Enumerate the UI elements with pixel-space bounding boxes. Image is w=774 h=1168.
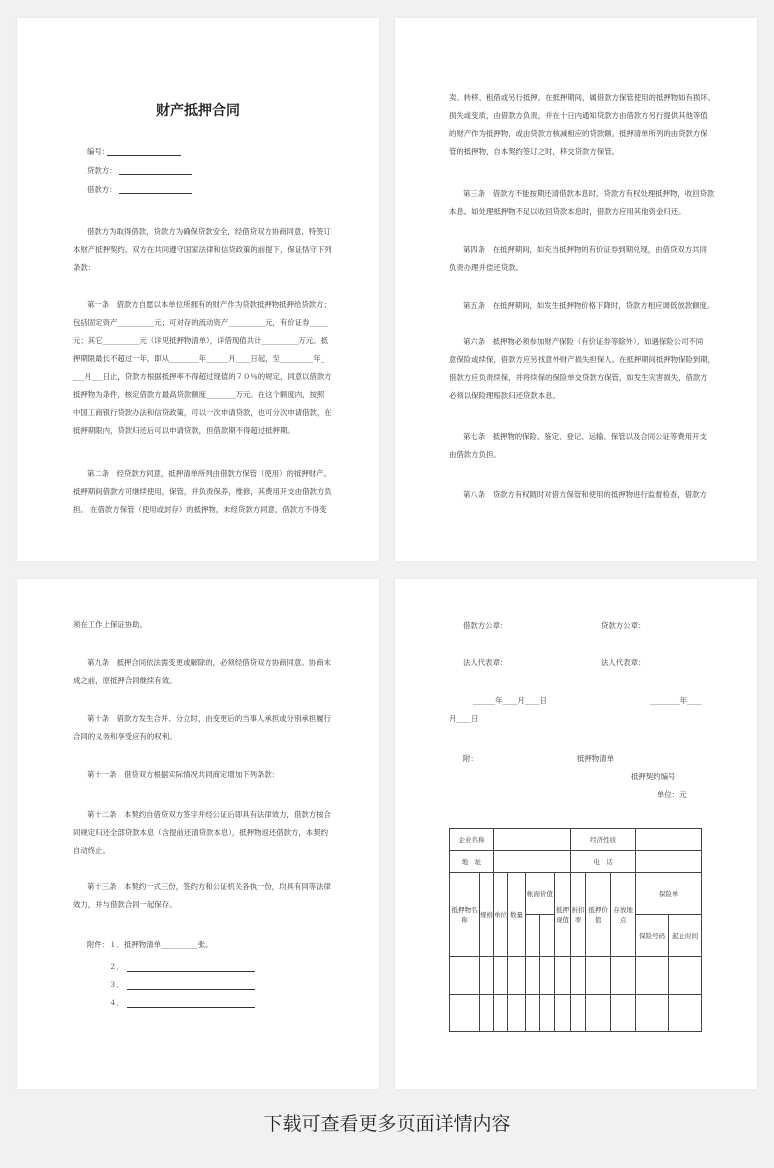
table-cell	[526, 995, 540, 1032]
article-10-line: 第十条 借款方发生合并、分立时，由变更后的当事人承担或分别承担履行	[87, 714, 331, 723]
attachment-item-number: ４．	[109, 998, 124, 1007]
fill-line	[107, 155, 181, 156]
text-line: 须在工作上保证协助。	[73, 620, 147, 629]
table-header-cell: 单位	[494, 873, 508, 957]
article-8-line: 第八条 贷款方有权随时对借方保管和使用的抵押物进行监督检查，借款方	[463, 490, 707, 499]
table-cell	[571, 957, 586, 995]
article-5-line: 第五条 在抵押期间，如发生抵押物价格下降时，贷款方相应调低放款额度。	[463, 301, 715, 310]
contract-number-label: 抵押契约编号	[631, 772, 676, 781]
table-header-cell: 经济性质	[571, 829, 636, 851]
table-cell	[508, 995, 526, 1032]
table-header-cell: 存放地点	[611, 873, 636, 957]
document-page-2	[395, 18, 757, 561]
article-7-line: 第七条 抵押物的保险、鉴定、登记、运输、保管以及合同公证等费用开支	[463, 432, 707, 441]
table-cell	[636, 829, 702, 851]
table-header-cell: 起止时间	[669, 915, 702, 957]
borrower-rep-label: 法人代表章：	[463, 658, 508, 667]
table-cell	[636, 995, 669, 1032]
borrower-seal-label: 借款方公章：	[463, 621, 508, 630]
text-line: 的财产作为抵押物，或由贷款方核减相应的贷款额。抵押清单所列的由贷款方保	[449, 129, 708, 138]
table-header-cell: 地 址	[450, 851, 494, 873]
article-6-line: 必须以保险理赔款归还贷款本息。	[449, 391, 560, 400]
attachment-line: 附件：１．抵押物清单__________张。	[87, 940, 213, 949]
article-3-line: 第三条 借款方不能按期还清借款本息时，贷款方有权处理抵押物，收回贷款	[463, 189, 715, 198]
intro-line: 借款方为取得借款，贷款方为确保贷款安全，经借贷双方协商同意，特签订	[87, 227, 331, 236]
intro-line: 本财产抵押契约。双方在共同遵守国家法律和信贷政策的前提下，保证恪守下列	[73, 245, 332, 254]
date-line: 月____日	[449, 714, 479, 723]
article-4-line: 负责办理并偿还贷款。	[449, 263, 523, 272]
lender-rep-label: 法人代表章：	[601, 658, 646, 667]
text-line: 管的抵押物，自本契约签订之时，移交贷款方保管。	[449, 147, 619, 156]
table-cell	[480, 995, 494, 1032]
intro-line: 条款：	[73, 263, 96, 272]
table-cell	[540, 957, 555, 995]
table-cell	[494, 995, 508, 1032]
lender-label: 贷款方：	[87, 166, 117, 175]
article-3-line: 本息。如处理抵押物不足以收回贷款本息时，借款方应用其他资金归还。	[449, 207, 686, 216]
table-cell	[480, 957, 494, 995]
article-1-line: 包括固定资产__________元；可对存的流动资产__________元，有价证券_____	[73, 318, 328, 327]
article-1-line: 抵押期限内，贷款归还后可以申请贷款，但借款期不得超过抵押期。	[73, 426, 295, 435]
table-cell	[526, 957, 540, 995]
article-1-line: 抵押物为条件，核定借款方最高贷款额度________万元。在这个额度内，按照	[73, 390, 325, 399]
table-cell	[571, 995, 586, 1032]
table-cell	[555, 995, 571, 1032]
fill-line	[119, 193, 192, 194]
table-header-cell: 抵押价值	[586, 873, 611, 957]
table-cell	[636, 851, 702, 873]
article-12-line: 自动终止。	[73, 846, 110, 855]
unit-label: 单位：元	[657, 790, 687, 799]
list-title: 抵押物清单	[577, 754, 614, 763]
article-6-line: 第六条 抵押物必须参加财产保险（有价证券等除外）。如遇保险公司不同	[463, 337, 704, 346]
text-line: 卖、转移、租借或另行抵押。在抵押期间，属借款方保管使用的抵押物如有损坏、	[449, 93, 716, 102]
table-cell	[450, 995, 480, 1032]
download-more-caption: 下载可查看更多页面详情内容	[263, 1113, 511, 1135]
document-page-4	[395, 579, 757, 1089]
table-cell	[611, 957, 636, 995]
table-header-cell: 规格	[480, 873, 494, 957]
table-cell	[669, 957, 702, 995]
date-line: ______年____月____日	[473, 696, 547, 705]
text-line: 损失或变质，由借款方负责，并在十日内通知贷款方由借款方另行提供其他等值	[449, 111, 708, 120]
table-cell	[586, 995, 611, 1032]
article-4-line: 第四条 在抵押期间，如充当抵押物的有价证券到期兑现，由借贷双方共同	[463, 245, 707, 254]
pledge-inventory-table	[449, 828, 702, 1032]
attachment-label: 附：	[463, 754, 478, 763]
article-7-line: 由借款方负担。	[449, 450, 501, 459]
document-page-3	[17, 579, 379, 1089]
table-header-cell: 电 话	[571, 851, 636, 873]
table-cell	[508, 957, 526, 995]
article-13-line: 效力，并与借款合同一起保存。	[73, 900, 177, 909]
table-header-cell: 保险单	[636, 873, 702, 915]
table-header-cell: 折扣率	[571, 873, 586, 957]
article-9-line: 成之前，原抵押合同继续有效。	[73, 676, 177, 685]
table-cell	[669, 995, 702, 1032]
article-1-line: 元；其它__________元（详见抵押物清单），详借现值共计__________万元。抵	[73, 336, 328, 345]
table-header-cell: 抵押物名称	[450, 873, 480, 957]
article-6-line: 借款方应负责续保，并将续保的保险单交贷款方保管，如发生灾害损失，借款方	[449, 373, 708, 382]
table-header-cell: 帐面价值	[526, 873, 555, 915]
contract-number-label: 编号：	[87, 147, 110, 156]
attachment-item-number: ３．	[109, 980, 124, 989]
article-1-line: 第一条 借款方自愿以本单位所拥有的财产作为贷款抵押物抵押给贷款方；	[87, 300, 331, 309]
table-header-cell: 保险号码	[636, 915, 669, 957]
article-9-line: 第九条 抵押合同依法需变更或解除的，必须经借贷双方协商同意。协商未	[87, 658, 331, 667]
table-cell	[494, 851, 571, 873]
fill-line	[127, 971, 255, 972]
table-cell	[540, 995, 555, 1032]
table-cell	[586, 957, 611, 995]
table-cell	[450, 957, 480, 995]
table-cell	[494, 829, 571, 851]
article-11-line: 第十一条 借贷双方根据实际情况共同商定增加下列条款：	[87, 770, 280, 779]
document-title: 财产抵押合同	[156, 103, 240, 119]
fill-line	[127, 1007, 255, 1008]
article-6-line: 意保险或续保，借款方应另找意外财产损失担保人。在抵押期间抵押物保险到期，	[449, 355, 716, 364]
article-13-line: 第十三条 本契约一式三份，签约方和公证机关各执一份，均具有同等法律	[87, 882, 331, 891]
date-line: ________年____	[650, 696, 702, 705]
article-10-line: 合同的义务和享受应有的权利。	[73, 732, 177, 741]
table-header-cell: 数量	[508, 873, 526, 957]
article-1-line: 中国工商银行贷款办法和信贷政策，可以一次申请贷款，也可分次申请借款，在	[73, 408, 332, 417]
attachment-item-number: ２．	[109, 962, 124, 971]
table-cell	[611, 995, 636, 1032]
article-1-line: 押期限最长不超过一年，即从________年______月____日起，至_________年_	[73, 354, 325, 363]
article-12-line: 第十二条 本契约自借贷双方签字并经公证后即具有法律效力，借款方按合	[87, 810, 331, 819]
table-cell	[526, 915, 540, 957]
table-cell	[636, 957, 669, 995]
fill-line	[127, 989, 255, 990]
article-12-line: 同规定归还全部贷款本息（含提前还清贷款本息），抵押物返还借款方，本契约	[73, 828, 328, 837]
table-cell	[555, 957, 571, 995]
fill-line	[119, 174, 192, 175]
table-header-cell: 企业名称	[450, 829, 494, 851]
table-header-cell: 抵押现值	[555, 873, 571, 957]
article-2-line: 第二条 经贷款方同意，抵押清单所列由借款方保管（使用）的抵押财产。	[87, 469, 331, 478]
article-1-line: ___月___日止，贷款方根据抵押率不得超过现值的７０％的规定，同意以借款方	[73, 372, 332, 381]
table-cell	[540, 915, 555, 957]
table-cell	[494, 957, 508, 995]
lender-seal-label: 贷款方公章：	[601, 621, 646, 630]
borrower-label: 借款方：	[87, 185, 117, 194]
document-page-1	[17, 18, 379, 561]
article-2-line: 担。 在借款方保管（使用或封存）的抵押物，未经贷款方同意，借款方不得变	[73, 505, 327, 514]
article-2-line: 抵押期间借款方可继续使用，保管，并负责保养，维修，其费用开支由借款方负	[73, 487, 332, 496]
